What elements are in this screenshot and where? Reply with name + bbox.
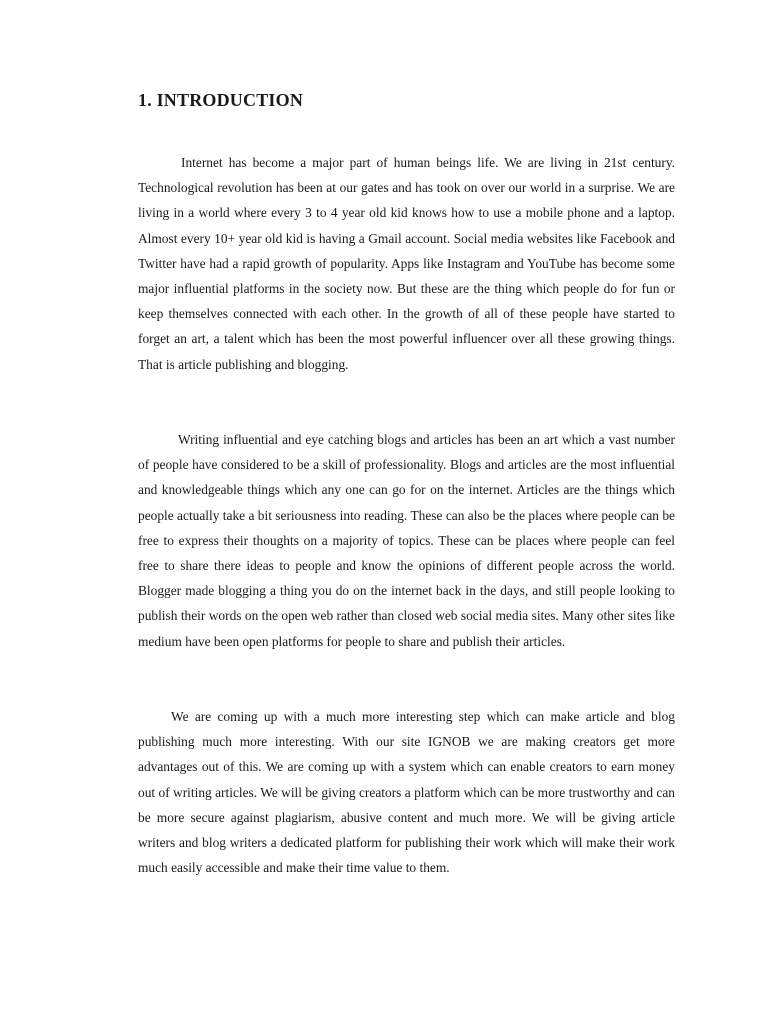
paragraph-blogs-articles: Writing influential and eye catching blogs and articles has been an art which a vast number of people have considered to be a skill of professionality. Blogs and articles are the most influential and knowledgeable things which any one can go for on the internet. Articles are the things which people actually take a bit seriousness into reading. These can also be the places where people can be free to express their thoughts on a majority of topics. These can be places where people can feel free to share there ideas to people and know the opinions of different people across the world. Blogger made blogging a thing you do on the internet back in the days, and still people looking to publish their words on the open web rather than closed web social media sites. Many other sites like medium have been open platforms for people to share and publish their articles. (138, 432, 675, 649)
section-heading: 1. INTRODUCTION (138, 90, 304, 110)
paragraph-ignob: We are coming up with a much more interesting step which can make article and blog publishing much more interesting. With our site IGNOB we are making creators get more advantages out of this. We are coming up with a system which can enable creators to earn money out of writing articles. We will be giving creators a platform which can be more trustworthy and can be more secure against plagiarism, abusive content and much more. We will be giving article writers and blog writers a dedicated platform for publishing their work which will make their work much easily accessible and make their time value to them. (138, 709, 675, 876)
paragraph-internet: Internet has become a major part of human beings life. We are living in 21st century. Technological revolution has been at our gates and has took on over our world in a surprise. We are living in a world where every 3 to 4 year old kid knows how to use a mobile phone and a laptop. Almost every 10+ year old kid is having a Gmail account. Social media websites like Facebook and Twitter have had a rapid growth of popularity. Apps like Instagram and YouTube has become some major influential platforms in the society now. But these are the thing which people do for fun or keep themselves connected with each other. In the growth of all of these people have started to forget an art, a talent which has been the most powerful influencer over all these growing things. That is article publishing and blogging. (138, 155, 675, 372)
